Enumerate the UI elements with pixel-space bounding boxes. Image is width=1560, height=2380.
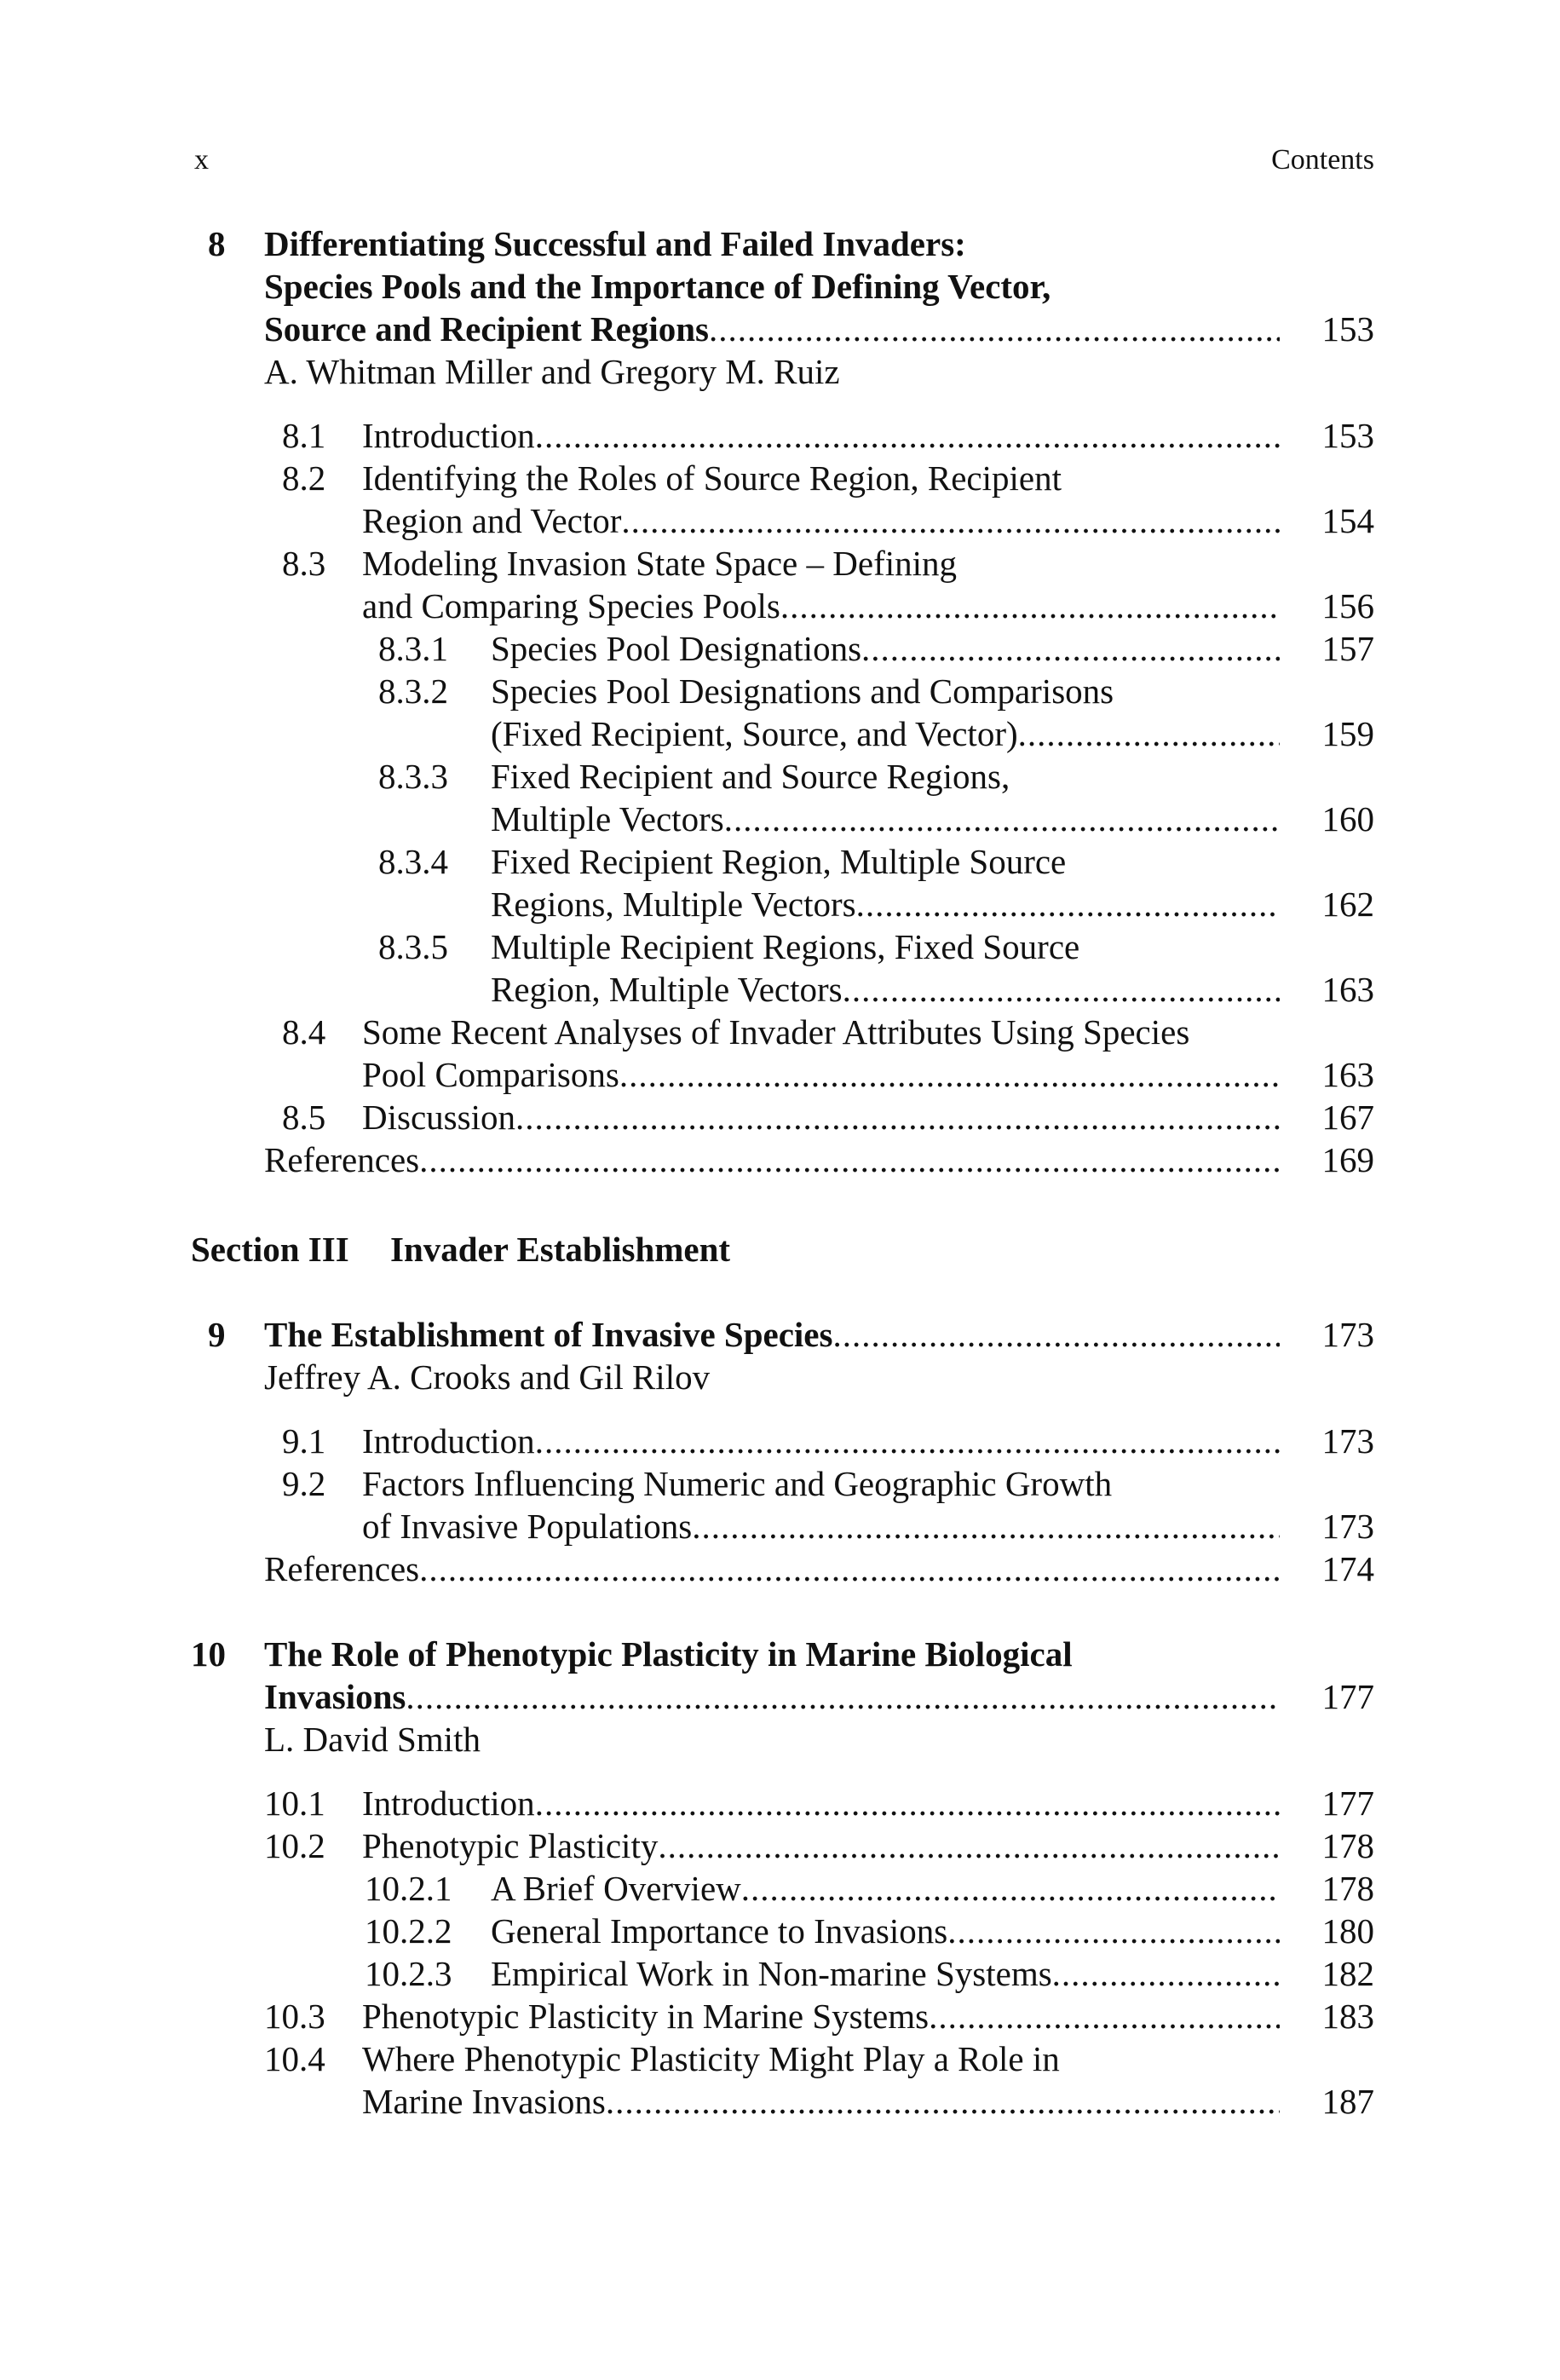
dot-leader bbox=[741, 1866, 1280, 1910]
toc-entry[interactable] bbox=[0, 669, 1560, 713]
toc-entry-continuation[interactable] bbox=[0, 498, 1560, 543]
dot-leader bbox=[724, 797, 1280, 841]
toc-leader bbox=[362, 1824, 1280, 1868]
toc-entry[interactable] bbox=[0, 1994, 1560, 2038]
toc-entry[interactable] bbox=[0, 2037, 1560, 2081]
chapter-9-title: The Establishment of Invasive Species bbox=[264, 1315, 833, 1354]
toc-entry-title: Marine Invasions bbox=[362, 2082, 606, 2121]
toc-leader bbox=[491, 712, 1280, 756]
toc-entry-page: 180 bbox=[1321, 1911, 1374, 1951]
toc-entry-number: 8.5 bbox=[282, 1098, 326, 1137]
toc-entry-number: 9.2 bbox=[282, 1464, 326, 1503]
toc-entry-title: and Comparing Species Pools bbox=[362, 586, 780, 625]
toc-entry-title: Some Recent Analyses of Invader Attributes Using Species bbox=[362, 1012, 1190, 1052]
dot-leader bbox=[929, 1994, 1280, 2038]
dot-leader bbox=[1052, 1951, 1280, 1996]
toc-entry-number: 10.2.2 bbox=[365, 1911, 452, 1951]
toc-entry-page: 178 bbox=[1321, 1869, 1374, 1908]
toc-leader bbox=[491, 626, 1280, 671]
dot-leader bbox=[535, 1781, 1280, 1825]
toc-entry[interactable] bbox=[0, 456, 1560, 500]
chapter-8-page: 153 bbox=[1321, 309, 1374, 349]
dot-leader bbox=[709, 307, 1280, 351]
toc-entry-title: Empirical Work in Non-marine Systems bbox=[491, 1954, 1052, 1993]
toc-entry-title: General Importance to Invasions bbox=[491, 1911, 948, 1951]
toc-entry-title: Phenotypic Plasticity in Marine Systems bbox=[362, 1997, 930, 2036]
toc-entry-page: 173 bbox=[1321, 1421, 1374, 1461]
toc-entry[interactable] bbox=[0, 925, 1560, 969]
dot-leader bbox=[535, 413, 1280, 458]
toc-leader bbox=[362, 1994, 1280, 2038]
toc-entry-title: A Brief Overview bbox=[491, 1869, 741, 1908]
chapter-8-heading-line-2 bbox=[0, 264, 1560, 308]
toc-entry-number: 8.3 bbox=[282, 544, 326, 583]
toc-leader bbox=[362, 498, 1280, 543]
toc-entry-number: 8.1 bbox=[282, 416, 326, 455]
running-head-page-number: x bbox=[194, 144, 209, 176]
toc-entry-title: Identifying the Roles of Source Region, Recipient bbox=[362, 458, 1062, 498]
chapter-10-number: 10 bbox=[191, 1634, 226, 1674]
dot-leader bbox=[535, 1419, 1280, 1463]
references-entry[interactable] bbox=[0, 1138, 1560, 1182]
references-entry[interactable] bbox=[0, 1547, 1560, 1591]
toc-entry-title: Region and Vector bbox=[362, 501, 622, 540]
toc-leader bbox=[491, 797, 1280, 841]
toc-leader bbox=[491, 1866, 1280, 1910]
toc-entry-title: Regions, Multiple Vectors bbox=[491, 885, 856, 924]
toc-entry-title: Introduction bbox=[362, 416, 535, 455]
toc-entry-number: 8.2 bbox=[282, 458, 326, 498]
toc-entry-page: 159 bbox=[1321, 714, 1374, 753]
toc-entry-page: 177 bbox=[1321, 1784, 1374, 1823]
toc-leader bbox=[362, 413, 1280, 458]
toc-entry[interactable] bbox=[0, 1095, 1560, 1139]
toc-entry-title: Region, Multiple Vectors bbox=[491, 970, 843, 1009]
toc-leader bbox=[264, 1312, 1280, 1357]
toc-entry[interactable] bbox=[0, 1010, 1560, 1054]
toc-leader bbox=[491, 967, 1280, 1011]
toc-entry-page: 178 bbox=[1321, 1826, 1374, 1865]
chapter-9-heading[interactable] bbox=[0, 1312, 1560, 1357]
toc-entry-number: 8.4 bbox=[282, 1012, 326, 1052]
toc-entry-page: 173 bbox=[1321, 1507, 1374, 1546]
toc-entry[interactable] bbox=[0, 1419, 1560, 1463]
toc-entry[interactable] bbox=[0, 1909, 1560, 1953]
toc-entry-title: Pool Comparisons bbox=[362, 1055, 619, 1094]
toc-leader bbox=[362, 2079, 1280, 2124]
toc-entry-number: 8.3.4 bbox=[378, 842, 448, 881]
toc-entry-number: 10.2.3 bbox=[365, 1954, 452, 1993]
dot-leader bbox=[621, 498, 1280, 543]
toc-entry-title: Species Pool Designations and Comparisons bbox=[491, 671, 1114, 711]
dot-leader bbox=[947, 1909, 1280, 1953]
toc-leader bbox=[362, 1781, 1280, 1825]
dot-leader bbox=[619, 1052, 1280, 1097]
toc-entry-title: Where Phenotypic Plasticity Might Play a Role in bbox=[362, 2039, 1060, 2078]
dot-leader bbox=[606, 2079, 1280, 2124]
section-label: Section III bbox=[191, 1230, 349, 1269]
toc-entry[interactable] bbox=[0, 1461, 1560, 1506]
toc-leader bbox=[362, 584, 1280, 628]
toc-leader bbox=[362, 1052, 1280, 1097]
toc-entry-number: 8.3.5 bbox=[378, 927, 448, 966]
toc-entry-title: (Fixed Recipient, Source, and Vector) bbox=[491, 714, 1018, 753]
toc-entry[interactable] bbox=[0, 839, 1560, 884]
toc-entry-page: 153 bbox=[1321, 416, 1374, 455]
chapter-10-heading-line-2[interactable] bbox=[0, 1674, 1560, 1719]
dot-leader bbox=[843, 967, 1280, 1011]
toc-entry-number: 8.3.3 bbox=[378, 757, 448, 796]
toc-entry-title: Fixed Recipient Region, Multiple Source bbox=[491, 842, 1067, 881]
toc-entry-page: 154 bbox=[1321, 501, 1374, 540]
toc-entry-number: 10.2.1 bbox=[365, 1869, 452, 1908]
dot-leader bbox=[780, 584, 1280, 628]
chapter-8-authors: A. Whitman Miller and Gregory M. Ruiz bbox=[264, 352, 840, 391]
toc-leader bbox=[362, 1504, 1280, 1548]
toc-entry-page: 163 bbox=[1321, 1055, 1374, 1094]
toc-entry-page: 162 bbox=[1321, 885, 1374, 924]
toc-entry-title: Fixed Recipient and Source Regions, bbox=[491, 757, 1010, 796]
running-head-title: Contents bbox=[1271, 144, 1374, 176]
toc-leader bbox=[264, 1674, 1280, 1719]
toc-entry-number: 8.3.1 bbox=[378, 629, 448, 668]
toc-entry-title: Multiple Recipient Regions, Fixed Source bbox=[491, 927, 1080, 966]
toc-entry[interactable] bbox=[0, 541, 1560, 585]
toc-entry-page: 163 bbox=[1321, 970, 1374, 1009]
section-title: Invader Establishment bbox=[390, 1230, 731, 1269]
references-page: 174 bbox=[1321, 1549, 1374, 1588]
toc-entry-continuation[interactable] bbox=[0, 584, 1560, 628]
toc-leader bbox=[362, 1095, 1280, 1139]
chapter-9-number: 9 bbox=[208, 1315, 226, 1354]
toc-leader bbox=[491, 1909, 1280, 1953]
toc-entry-title: Discussion bbox=[362, 1098, 515, 1137]
dot-leader bbox=[406, 1674, 1280, 1719]
chapter-8-heading-line-3[interactable] bbox=[0, 307, 1560, 351]
toc-leader bbox=[264, 1547, 1280, 1591]
toc-leader bbox=[491, 882, 1280, 926]
toc-entry-number: 10.3 bbox=[264, 1997, 325, 2036]
toc-entry-continuation[interactable] bbox=[0, 1504, 1560, 1548]
toc-entry-title: of Invasive Populations bbox=[362, 1507, 693, 1546]
chapter-10-authors: L. David Smith bbox=[264, 1720, 481, 1759]
section-heading bbox=[0, 1227, 1560, 1271]
toc-entry-title: Multiple Vectors bbox=[491, 799, 724, 838]
chapter-10-heading-line-1 bbox=[0, 1632, 1560, 1676]
dot-leader bbox=[515, 1095, 1280, 1139]
toc-entry-continuation[interactable] bbox=[0, 797, 1560, 841]
dot-leader bbox=[856, 882, 1280, 926]
references-label: References bbox=[264, 1549, 420, 1588]
toc-entry-continuation[interactable] bbox=[0, 967, 1560, 1011]
toc-entry[interactable] bbox=[0, 754, 1560, 798]
toc-entry-continuation[interactable] bbox=[0, 712, 1560, 756]
toc-entry-title: Phenotypic Plasticity bbox=[362, 1826, 659, 1865]
toc-entry-page: 157 bbox=[1321, 629, 1374, 668]
chapter-8-heading-line-1 bbox=[0, 222, 1560, 266]
toc-entry-title: Species Pool Designations bbox=[491, 629, 862, 668]
toc-entry-title: Modeling Invasion State Space – Defining bbox=[362, 544, 958, 583]
dot-leader bbox=[419, 1138, 1280, 1182]
toc-leader bbox=[362, 1419, 1280, 1463]
chapter-10-page: 177 bbox=[1321, 1677, 1374, 1716]
toc-entry[interactable] bbox=[0, 1781, 1560, 1825]
toc-entry-continuation[interactable] bbox=[0, 1052, 1560, 1097]
references-page: 169 bbox=[1321, 1140, 1374, 1179]
toc-entry-page: 156 bbox=[1321, 586, 1374, 625]
toc-entry-number: 9.1 bbox=[282, 1421, 326, 1461]
toc-entry-page: 183 bbox=[1321, 1997, 1374, 2036]
chapter-9-page: 173 bbox=[1321, 1315, 1374, 1354]
dot-leader bbox=[1018, 712, 1280, 756]
toc-leader bbox=[264, 307, 1280, 351]
toc-entry-page: 187 bbox=[1321, 2082, 1374, 2121]
toc-entry-title: Introduction bbox=[362, 1421, 535, 1461]
chapter-8-number: 8 bbox=[208, 224, 226, 263]
toc-entry[interactable] bbox=[0, 1824, 1560, 1868]
toc-entry-number: 8.3.2 bbox=[378, 671, 448, 711]
references-label: References bbox=[264, 1140, 420, 1179]
toc-entry[interactable] bbox=[0, 626, 1560, 671]
toc-entry[interactable] bbox=[0, 1866, 1560, 1910]
dot-leader bbox=[861, 626, 1280, 671]
toc-entry-title: Factors Influencing Numeric and Geographic Growth bbox=[362, 1464, 1113, 1503]
chapter-8-title-line: Differentiating Successful and Failed Invaders: bbox=[264, 224, 966, 263]
toc-entry-title: Introduction bbox=[362, 1784, 535, 1823]
dot-leader bbox=[832, 1312, 1280, 1357]
chapter-9-authors: Jeffrey A. Crooks and Gil Rilov bbox=[264, 1357, 711, 1397]
toc-entry-number: 10.4 bbox=[264, 2039, 325, 2078]
chapter-10-title-line: Invasions bbox=[264, 1677, 406, 1716]
toc-entry-number: 10.1 bbox=[264, 1784, 325, 1823]
toc-entry-page: 167 bbox=[1321, 1098, 1374, 1137]
toc-leader bbox=[264, 1138, 1280, 1182]
chapter-10-title-line: The Role of Phenotypic Plasticity in Marine Biological bbox=[264, 1634, 1073, 1674]
toc-entry-number: 10.2 bbox=[264, 1826, 325, 1865]
toc-entry[interactable] bbox=[0, 1951, 1560, 1996]
toc-entry-page: 160 bbox=[1321, 799, 1374, 838]
chapter-8-title-line: Species Pools and the Importance of Defining Vector, bbox=[264, 267, 1051, 306]
dot-leader bbox=[692, 1504, 1280, 1548]
toc-entry-page: 182 bbox=[1321, 1954, 1374, 1993]
toc-entry-continuation[interactable] bbox=[0, 2079, 1560, 2124]
chapter-8-title-line: Source and Recipient Regions bbox=[264, 309, 710, 349]
toc-entry-continuation[interactable] bbox=[0, 882, 1560, 926]
dot-leader bbox=[419, 1547, 1280, 1591]
dot-leader bbox=[658, 1824, 1280, 1868]
toc-entry[interactable] bbox=[0, 413, 1560, 458]
toc-leader bbox=[491, 1951, 1280, 1996]
